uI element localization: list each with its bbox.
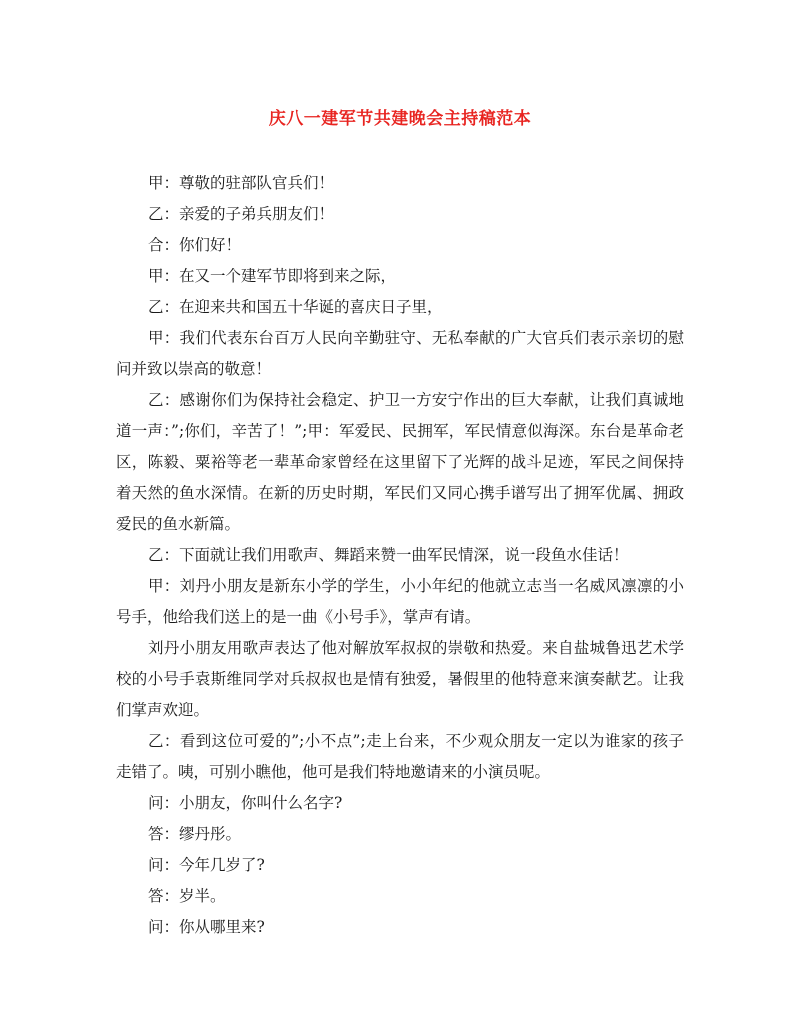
paragraph: 问：你从哪里来? <box>148 918 265 936</box>
document-body <box>116 168 684 943</box>
paragraph: 刘丹小朋友用歌声表达了他对解放军叔叔的崇敬和热爱。来自盐城鲁迅艺术学校的小号手袁斯维同学对兵叔叔也是情有独爱，暑假里的他特意来演奏献艺。让我们掌声欢迎。 <box>116 639 684 719</box>
paragraph: 甲：在又一个建军节即将到来之际， <box>148 267 397 285</box>
paragraph: 甲：我们代表东台百万人民向辛勤驻守、无私奉献的广大官兵们表示亲切的慰问并致以崇高的敬意！ <box>116 329 684 378</box>
paragraph: 甲：尊敬的驻部队官兵们！ <box>148 174 335 192</box>
document-title: 庆八一建军节共建晚会主持稿范本 <box>268 109 532 129</box>
paragraph: 答：缪丹彤。 <box>148 825 242 843</box>
paragraph: 乙：在迎来共和国五十华诞的喜庆日子里， <box>148 298 443 316</box>
paragraph: 合：你们好！ <box>148 236 242 254</box>
paragraph: 乙：下面就让我们用歌声、舞蹈来赞一曲军民情深，说一段鱼水佳话！ <box>148 546 629 564</box>
paragraph: 甲：刘丹小朋友是新东小学的学生，小小年纪的他就立志当一名威风凛凛的小号手，他给我们送上的是一曲《小号手》，掌声有请。 <box>116 577 684 626</box>
paragraph: 问：小朋友，你叫什么名字? <box>148 794 343 812</box>
paragraph: 乙：看到这位可爱的”;小不点”;走上台来，不少观众朋友一定以为谁家的孩子走错了。咦，可别小瞧他，他可是我们特地邀请来的小演员呢。 <box>116 732 684 781</box>
paragraph: 乙：亲爱的子弟兵朋友们！ <box>148 205 335 223</box>
paragraph: 答：岁半。 <box>148 887 226 905</box>
paragraph: 乙：感谢你们为保持社会稳定、护卫一方安宁作出的巨大奉献，让我们真诚地道一声：”;你们，辛苦了！”;甲：军爱民、民拥军，军民情意似海深。东台是革命老区，陈毅、粟裕等老一辈革命家曾经在这里留下了光辉的战斗足迹，军民之间保持着天然的鱼水深情。在新的历史时期，军民们又同心携手谱写出了拥军优属、拥政爱民的鱼水新篇。 <box>116 391 684 533</box>
paragraph: 问：今年几岁了? <box>148 856 265 874</box>
